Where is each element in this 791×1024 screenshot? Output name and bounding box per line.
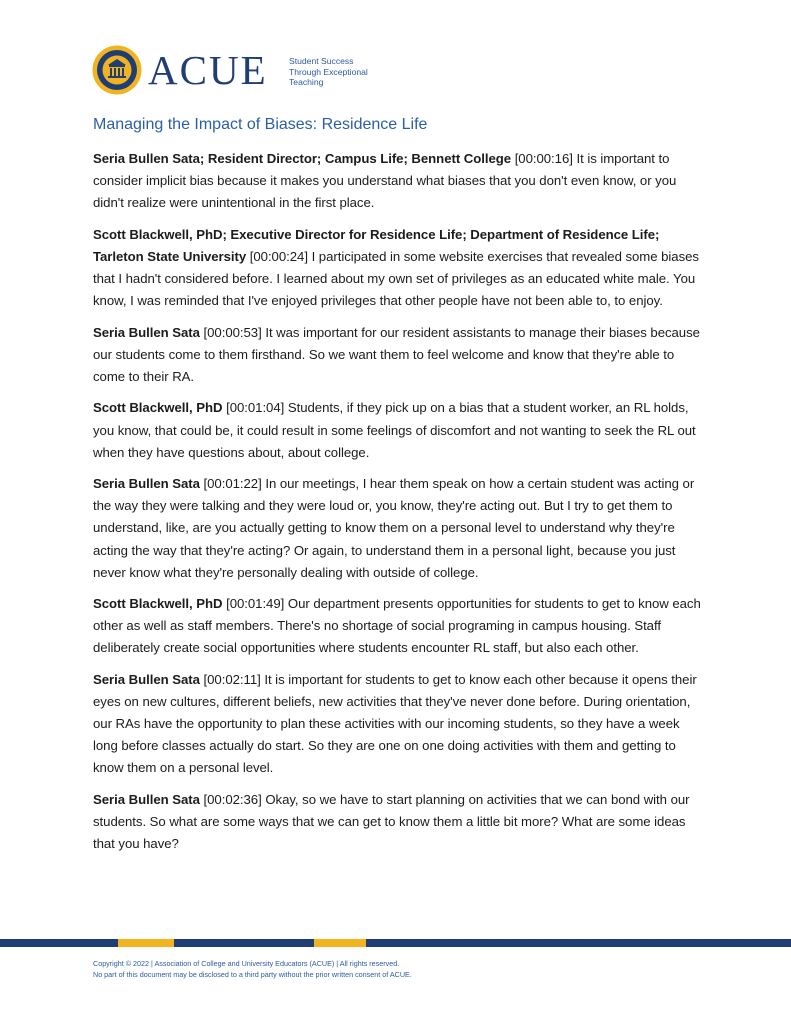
footer-bar-segment [366,939,791,947]
transcript-entry [93,669,707,779]
speaker-name: Scott Blackwell, PhD; Executive Director for Residence Life; Department of Residence Life; Tarleton State University [93,226,660,264]
entry-text: I participated in some website exercises that revealed some biases that I hadn't considered before. I learned about my own set of privileges as an educated white male. You know, I was reminded that I've enjoyed privileges that other people have not been able to, to enjoy. [93,248,699,309]
entry-text: It is important for students to get to know each other because it opens their eyes on new cultures, different beliefs, new activities that they've never done before. During orientation, our RAs have the opportunity to plan these activities with our incoming students, so they have a week long before classes actually do start. So they are one on one doing activities with them and getting to know them on a personal level. [93,671,697,776]
transcript-entry [93,789,707,855]
timestamp: [00:01:49] [226,596,285,612]
transcript-entry [93,322,707,388]
timestamp: [00:00:24] [249,248,308,264]
speaker-name: Scott Blackwell, PhD [93,400,223,416]
transcript-entry [93,473,707,583]
tagline-line: Student Success [289,56,354,66]
copyright-text: Copyright © 2022 | Association of College and University Educators (ACUE) | All rights reserved. [93,959,400,968]
entry-text: Our department presents opportunities for students to get to know each other as well as staff members. There's no shortage of social programing in campus housing. Staff deliberately create social opportunities where students encounter RL staff, but also each other. [93,596,701,656]
entry-text: It is important to consider implicit bias because it makes you understand what biases that you don't even know, or you didn't realize were unintentional in the first place. [93,151,677,211]
header [92,42,492,98]
tagline-line: Teaching [289,77,324,87]
footer-bar-segment [314,939,366,947]
timestamp: [00:00:53] [203,324,262,340]
logo-wordmark: ACUE [148,47,268,93]
entry-text: It was important for our resident assistants to manage their biases because our students come to them firsthand. So we want them to feel welcome and know that they're able to come to their RA. [93,324,700,384]
footer-color-bar [0,939,791,947]
confidentiality-notice: No part of this document may be disclosed to a third party without the prior written consent of ACUE. [93,970,412,979]
footer-bar-segment [118,939,174,947]
transcript-entry [93,397,707,463]
entry-text: Students, if they pick up on a bias that a student worker, an RL holds, you know, that could be, it could result in some feelings of discomfort and not wanting to seek the RL out when they have questions about, about college. [93,400,696,460]
document-title: Managing the Impact of Biases: Residence Life [93,116,428,133]
transcript-entry [93,224,707,312]
logo-tagline [289,56,368,88]
footer-bar-segment [174,939,314,947]
footer [93,958,412,980]
tagline-line: Through Exceptional [289,66,368,77]
speaker-name: Scott Blackwell, PhD [93,596,223,612]
speaker-name: Seria Bullen Sata [93,791,200,807]
timestamp: [00:01:22] [203,476,262,492]
transcript-entry [93,148,707,214]
timestamp: [00:02:36] [203,791,262,807]
timestamp: [00:01:04] [226,400,285,416]
speaker-name: Seria Bullen Sata [93,476,200,492]
speaker-name: Seria Bullen Sata; Resident Director; Campus Life; Bennett College [93,151,512,166]
entry-text: In our meetings, I hear them speak on how a certain student was acting or the way they were talking and they were loud or, you know, they're acting out. But I try to get them to understand, like, are you actually getting to know them on a personal level to understand why they're acting the way that they're acting? Or again, to understand them in a personal light, because you just never know what they're personally dealing with outside of college. [93,476,695,580]
timestamp: [00:02:11] [203,671,261,687]
footer-bar-segment [0,939,118,947]
transcript-entry [93,593,707,659]
timestamp: [00:00:16] [514,151,573,166]
speaker-name: Seria Bullen Sata [93,671,200,687]
transcript [93,148,707,865]
speaker-name: Seria Bullen Sata [93,324,200,340]
acue-seal-icon [92,45,142,95]
entry-text: Okay, so we have to start planning on activities that we can bond with our students. So what are some ways that we can get to know them a little bit more? What are some ideas that you have? [93,791,690,852]
